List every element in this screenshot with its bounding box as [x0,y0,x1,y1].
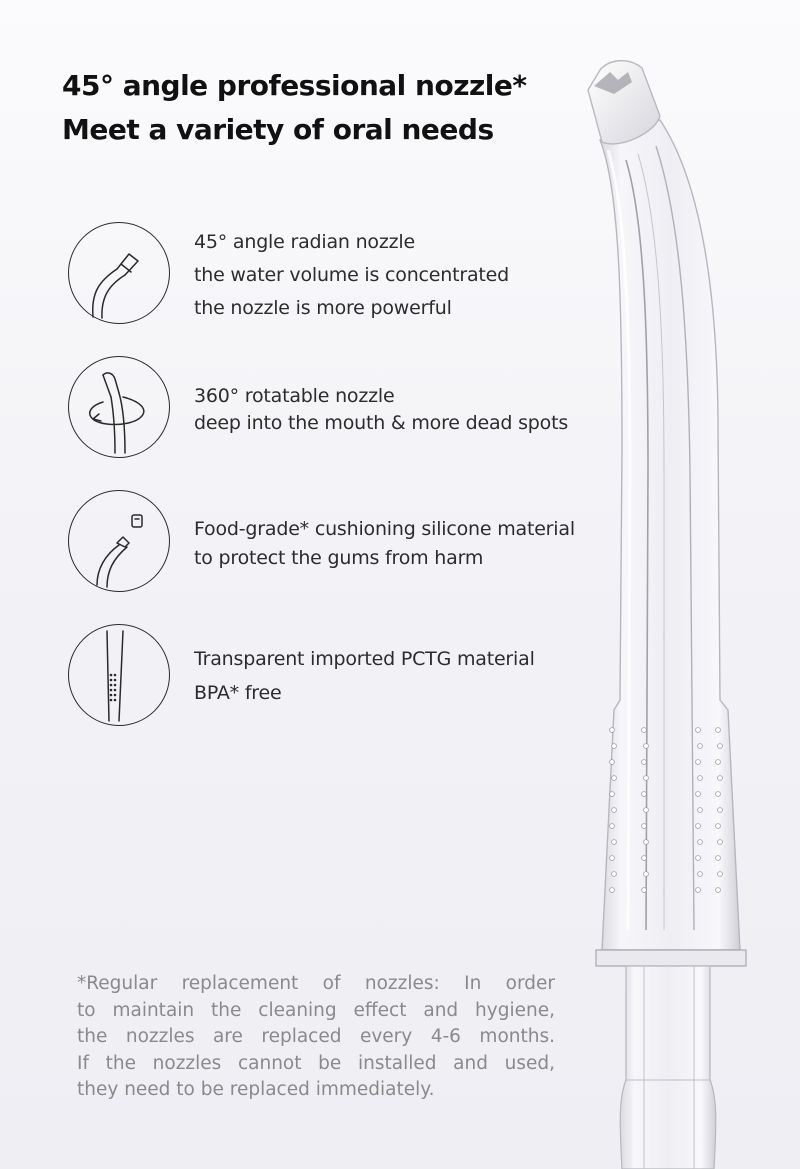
grip-dot [698,776,703,781]
grip-dot [642,856,647,861]
grip-dot [718,744,723,749]
grip-dot [610,728,615,733]
grip-dot [644,744,649,749]
feature-angle-line-3: the nozzle is more powerful [194,297,452,319]
feature-silicone-line-2: to protect the gums from harm [194,547,484,569]
headline [62,64,527,152]
grip-dot [698,744,703,749]
grip-dot [696,856,701,861]
grip-dot [716,888,721,893]
replacement-note [77,971,555,1104]
silicone-tip-icon [68,490,170,592]
grip-dot [642,888,647,893]
note-line-2: to maintain the cleaning effect and hygiene, [77,999,555,1021]
grip-dot [610,856,615,861]
feature-rotate-line-1: 360° rotatable nozzle [194,385,395,407]
grip-dot [696,760,701,765]
grip-dot [610,824,615,829]
grip-dot [716,792,721,797]
feature-angle-line-1: 45° angle radian nozzle [194,231,415,253]
angled-nozzle-icon [68,222,170,324]
grip-dot [642,728,647,733]
feature-pctg-material [68,624,628,730]
feature-angle-nozzle [68,222,628,328]
grip-dot [610,760,615,765]
grip-dot [612,808,617,813]
feature-angle-line-2: the water volume is concentrated [194,264,510,286]
grip-dot [718,872,723,877]
grip-dot [642,760,647,765]
grip-dot [718,776,723,781]
feature-pctg-line-1: Transparent imported PCTG material [194,648,535,670]
grip-dot [612,872,617,877]
grip-dot [716,824,721,829]
feature-pctg-line-2: BPA* free [194,682,282,704]
grip-dot [716,856,721,861]
grip-dot [612,840,617,845]
feature-silicone-line-1: Food-grade* cushioning silicone material [194,518,575,540]
grip-dot [716,760,721,765]
note-line-4: If the nozzles cannot be installed and used, [77,1052,555,1074]
grip-dot [612,744,617,749]
grip-dot [642,792,647,797]
grip-dot [612,776,617,781]
grip-dot [644,808,649,813]
note-line-1: *Regular replacement of nozzles: In order [77,973,555,994]
feature-rotate-line-2: deep into the mouth & more dead spots [194,412,569,434]
grip-dot [696,728,701,733]
rotate-nozzle-icon [68,356,170,458]
headline-line-1: 45° angle professional nozzle* [62,69,527,102]
grip-dot [698,840,703,845]
grip-dot [696,888,701,893]
grip-dot [698,808,703,813]
grip-dot [644,776,649,781]
grip-dot [718,840,723,845]
headline-line-2: Meet a variety of oral needs [62,113,494,146]
feature-silicone-material [68,490,628,596]
grip-dot [696,792,701,797]
note-line-5: they need to be replaced immediately. [77,1079,435,1100]
grip-dot [644,872,649,877]
grip-dot [718,808,723,813]
note-line-3: the nozzles are replaced every 4-6 months. [77,1026,555,1047]
grip-dot [610,888,615,893]
grip-dot [610,792,615,797]
feature-rotatable-nozzle [68,356,628,462]
grip-dot [642,824,647,829]
grip-dot [696,824,701,829]
transparent-tube-icon [68,624,170,726]
grip-dot [644,840,649,845]
nozzle-product-image [560,50,800,1169]
grip-dot [716,728,721,733]
grip-dot [698,872,703,877]
